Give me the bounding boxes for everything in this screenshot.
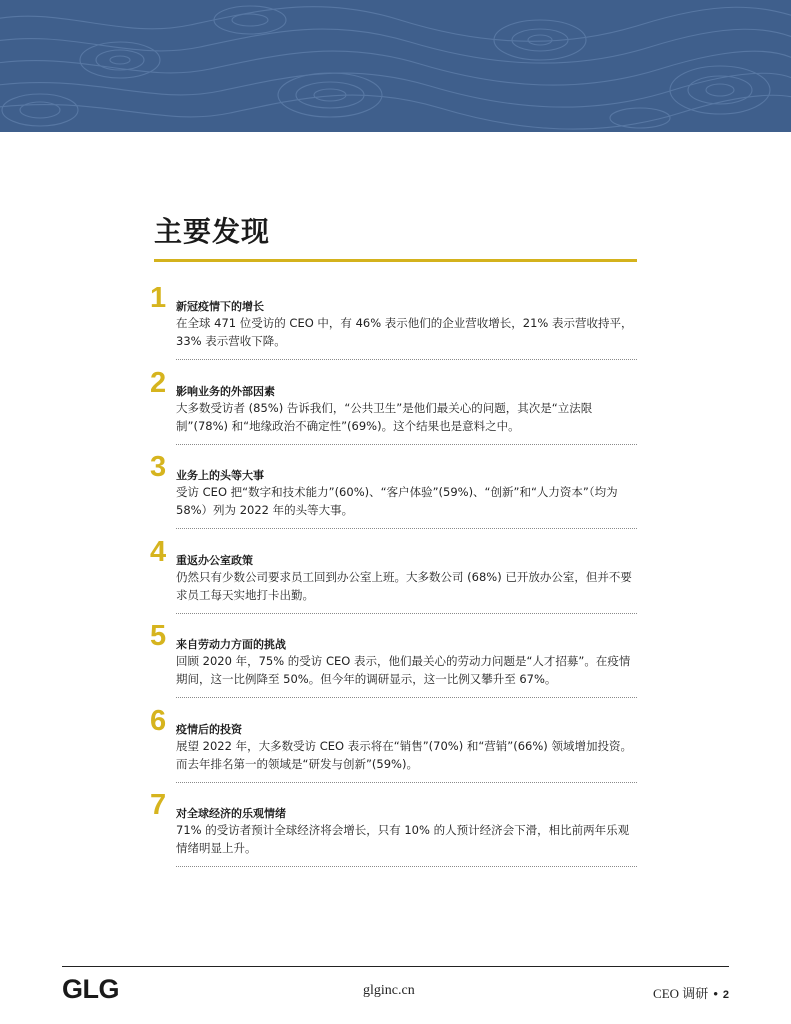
dotted-divider	[176, 613, 637, 614]
finding-body: 仍然只有少数公司要求员工回到办公室上班。大多数公司 (68%) 已开放办公室，但并不要求员工每天实地打卡出勤。	[176, 569, 632, 602]
finding-heading: 新冠疫情下的增长	[176, 300, 264, 313]
finding-heading: 影响业务的外部因素	[176, 384, 275, 398]
finding-number: 1	[150, 282, 167, 314]
finding-heading: 业务上的头等大事	[176, 469, 264, 482]
finding-item	[150, 704, 637, 794]
page-title: 主要发现	[154, 215, 271, 248]
findings-list	[150, 282, 637, 878]
finding-item	[150, 620, 637, 709]
dotted-divider	[176, 866, 637, 867]
finding-body: 在全球 471 位受访的 CEO 中，有 46% 表示他们的企业营收增长，21% 表示营收持平，33% 表示营收下降。	[176, 316, 633, 348]
dotted-divider	[176, 528, 637, 529]
dotted-divider	[176, 697, 637, 698]
dotted-divider	[176, 444, 637, 445]
topographic-banner	[0, 0, 791, 132]
finding-item	[150, 789, 637, 878]
finding-number: 5	[150, 620, 167, 652]
glg-logo: GLG	[62, 974, 119, 1004]
finding-number: 6	[150, 704, 167, 737]
finding-number: 7	[150, 789, 167, 821]
finding-number: 3	[150, 451, 167, 483]
finding-item	[150, 366, 637, 456]
finding-body: 回顾 2020 年，75% 的受访 CEO 表示，他们最关心的劳动力问题是“人才招募”。在疫情期间，这一比例降至 50%。但今年的调研显示，这一比例又攀升至 67%。	[176, 654, 631, 686]
footer-page-info	[653, 983, 729, 1002]
dotted-divider	[176, 359, 637, 360]
finding-item	[150, 451, 637, 540]
finding-item	[150, 535, 637, 625]
finding-number: 2	[150, 366, 167, 399]
finding-body: 大多数受访者 (85%) 告诉我们，“公共卫生”是他们最关心的问题，其次是“立法限制”(78%) 和“地缘政治不确定性”(69%)。这个结果也是意料之中。	[176, 400, 593, 433]
finding-body: 71% 的受访者预计全球经济将会增长，只有 10% 的人预计经济会下滑，相比前两年乐观情绪明显上升。	[176, 823, 630, 855]
finding-number: 4	[150, 535, 167, 568]
finding-heading: 来自劳动力方面的挑战	[176, 638, 286, 651]
footer-divider	[62, 966, 729, 967]
footer-url-link[interactable]: glginc.cn	[363, 983, 415, 998]
finding-heading: 疫情后的投资	[176, 722, 242, 736]
dotted-divider	[176, 782, 637, 783]
bullet-separator: •	[713, 986, 718, 1001]
page-number: 2	[722, 989, 729, 1001]
topographic-pattern	[0, 0, 791, 132]
finding-heading: 重返办公室政策	[176, 553, 253, 567]
finding-item	[150, 282, 637, 371]
title-underline	[154, 259, 637, 262]
document-label: CEO 调研	[653, 986, 709, 1001]
finding-body: 受访 CEO 把“数字和技术能力”(60%)、“客户体验”(59%)、“创新”和“人力资本”（均为 58%）列为 2022 年的头等大事。	[176, 485, 618, 517]
finding-heading: 对全球经济的乐观情绪	[176, 807, 286, 820]
finding-body: 展望 2022 年，大多数受访 CEO 表示将在“销售”(70%) 和“营销”(66%) 领域增加投资。而去年排名第一的领域是“研发与创新”(59%)。	[176, 738, 632, 771]
